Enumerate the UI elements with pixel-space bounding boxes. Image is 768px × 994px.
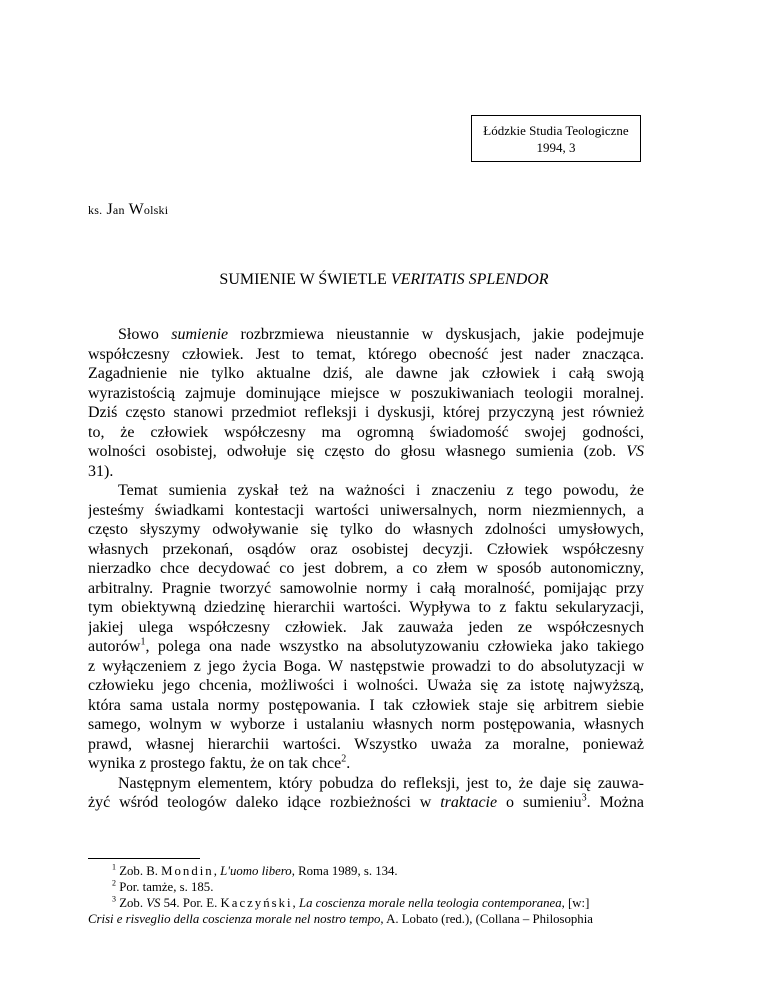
body-line: współczesny człowiek. Jest to temat, którego obecność jest nader znacząca. <box>88 345 644 363</box>
author-prefix: ks. <box>88 203 103 217</box>
article-title <box>0 271 768 289</box>
body-line: jakiej ulega współczesny człowiek. Jak zauważa jeden ze współczesnych <box>88 618 644 636</box>
body-line: tym obiektywną dziedzinę hierarchii wartości. Wypływa to z faktu sekularyzacji, <box>88 599 644 616</box>
body-line: która sama ustala normy postępowania. I tak człowiek staje się arbitrem siebie <box>88 696 644 714</box>
author-first-rest: an <box>112 203 125 217</box>
body-line: wolności osobistej, odwołuje się często do głosu własnego sumienia (zob. VS <box>88 443 644 460</box>
body-line: samego, wolnym w wyborze i ustalaniu własnych norm postępowania, własnych <box>88 716 644 733</box>
body-line: z wyłączeniem z jego życia Boga. W następstwie prowadzi to do absolutyzacji w <box>88 657 644 675</box>
body-line: Następnym elementem, który pobudza do refleksji, jest to, że daje się zauwa- <box>118 774 644 792</box>
body-line: Temat sumienia zyskał też na ważności i znaczeniu z tego powodu, że <box>118 482 644 499</box>
body-line: wynika z prostego faktu, że on tak chce$^2$. <box>88 753 351 772</box>
body-line: Słowo sumienie rozbrzmiewa nieustannie w dyskusjach, jakie podejmuje <box>118 326 644 343</box>
author-first-initial: J <box>106 201 113 218</box>
body-line: 31). <box>88 462 114 480</box>
footnotes <box>88 863 644 927</box>
emph-traktacie: traktacie <box>440 794 498 811</box>
title-plain: SUMIENIE W ŚWIETLE <box>219 271 391 288</box>
title-italic: VERITATIS SPLENDOR <box>390 271 549 288</box>
body-line: żyć wśród teologów daleko idące rozbieżności w traktacie o sumieniu$^3$. Można <box>88 793 644 811</box>
footnote-3: $^3$ Zob. VS 54. Por. E. Kaczyński, La coscienza morale nella teologia contemporanea, [w:] <box>112 894 590 910</box>
journal-issue: 1994, 3 <box>536 140 576 155</box>
article-body <box>88 325 644 813</box>
body-line: jesteśmy świadkami kontestacji wartości uniwersalnych, norm niezmiennych, a <box>88 501 644 519</box>
body-line: Dziś często stanowi przedmiot refleksji i dyskusji, której przyczyną jest również <box>88 404 644 421</box>
footnote-1: $^1$ Zob. B. Mondin, L'uomo libero, Roma 1989, s. 134. <box>112 862 398 878</box>
emph-sumienie: sumienie <box>171 326 229 343</box>
journal-name: Łódzkie Studia Teologiczne <box>483 123 629 138</box>
body-line: wyrazistością zajmuje dominujące miejsce w poszukiwaniach teologii moralnej. <box>88 384 644 402</box>
footnote-separator <box>88 858 200 859</box>
body-line: własnych przekonań, osądów oraz osobistej decyzji. Człowiek współczesny <box>88 540 644 558</box>
footnote-2: $^2$ Por. tamże, s. 185. <box>112 878 214 894</box>
author-name <box>88 201 168 219</box>
footnote-ref-3: 3 <box>581 793 587 804</box>
body-line: arbitralny. Pragnie tworzyć samowolnie normy i całą moralność, pomijając przy <box>88 579 644 597</box>
emph-vs: VS <box>626 443 644 460</box>
body-line: autorów$^1$, polega ona nade wszystko na absolutyzowaniu człowieka jako takiego <box>88 637 644 655</box>
body-line: Zagadnienie nie tylko aktualne dziś, ale dawne jak człowiek i całą swoją <box>88 365 644 382</box>
author-last-initial: W <box>128 201 144 218</box>
body-line: człowieku jego chcenia, możliwości i wolności. Uważa się za istotę najwyższą, <box>88 677 644 694</box>
body-line: prawd, własnej hierarchii wartości. Wszystko uważa za moralne, ponieważ <box>88 735 644 753</box>
footnote-3-continued: Crisi e risveglio della coscienza morale nel nostro tempo, A. Lobato (red.), (Collana – Philosophia <box>88 912 593 926</box>
journal-citation-box <box>471 115 641 162</box>
footnote-ref-2: 2 <box>341 753 347 765</box>
body-line: nierzadko chce decydować co jest dobrem, a co złem w sposób autonomiczny, <box>88 560 644 577</box>
body-line: często słyszymy odwoływanie się tylko do własnych zdolności umysłowych, <box>88 521 644 538</box>
footnote-ref-1: 1 <box>140 637 146 648</box>
author-last-rest: olski <box>143 203 169 217</box>
body-line: to, że człowiek współczesny ma ogromną świadomość swojej godności, <box>88 423 644 441</box>
